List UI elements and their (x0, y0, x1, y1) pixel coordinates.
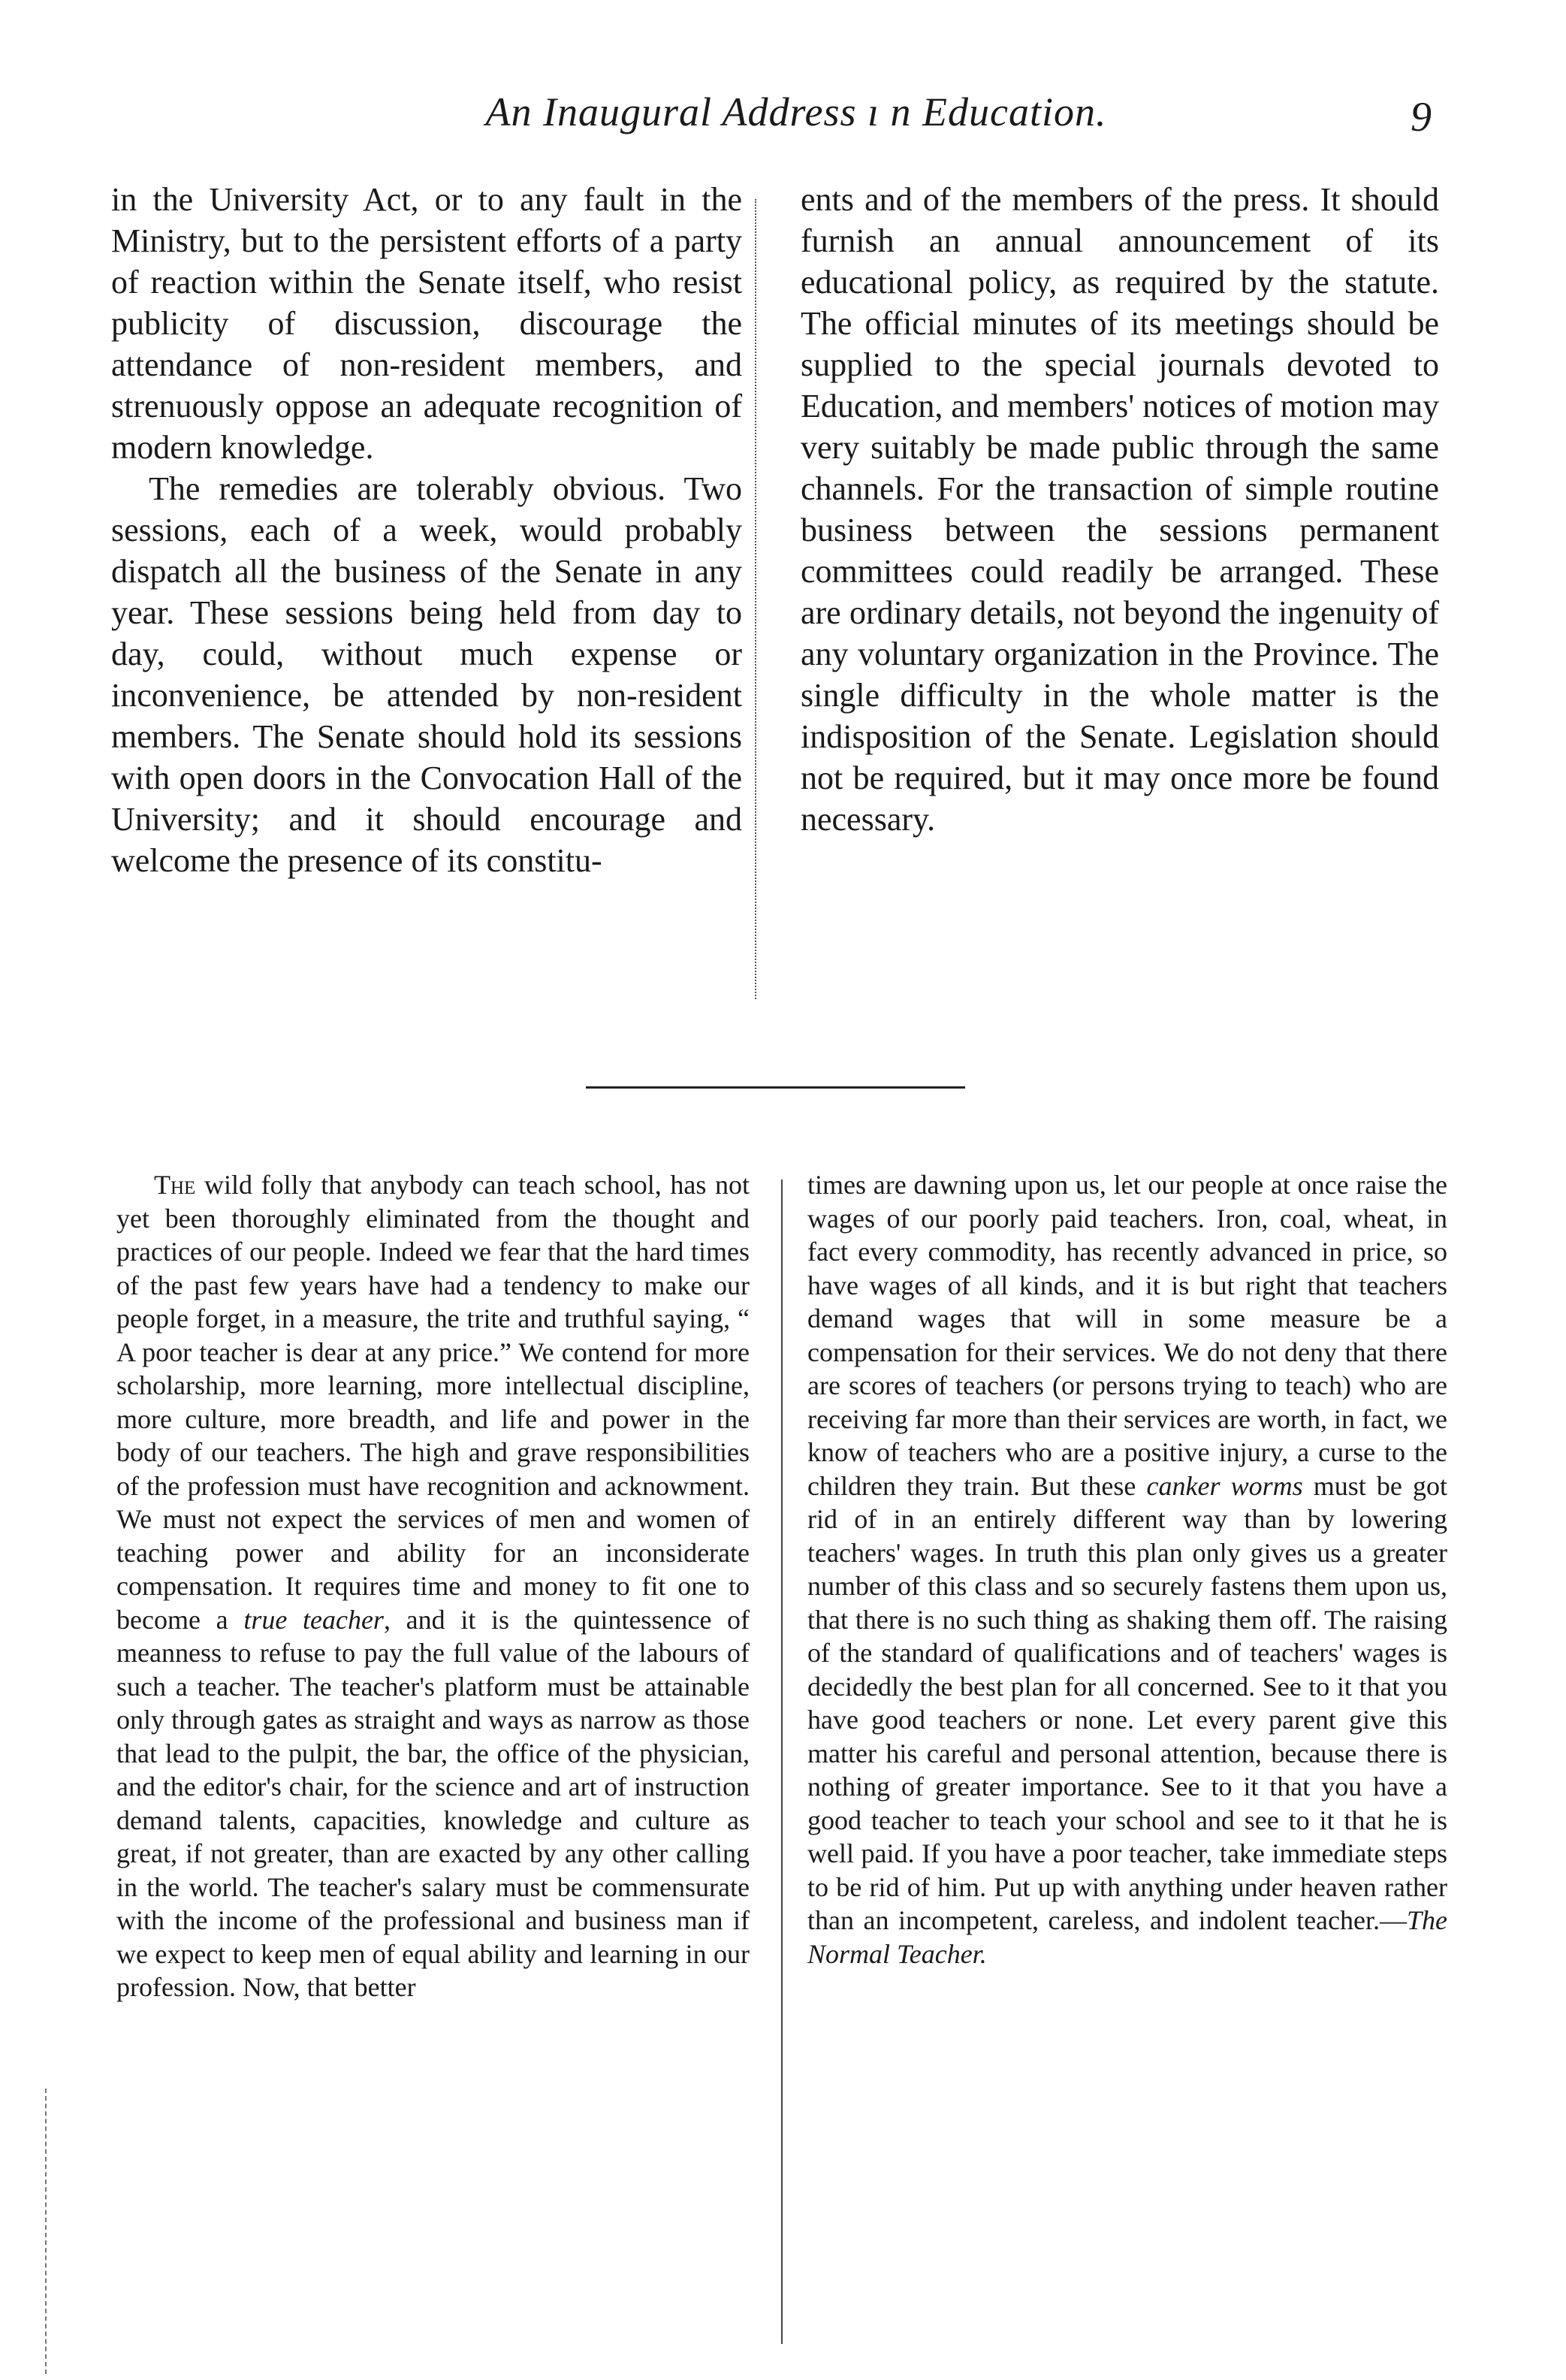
paragraph: The remedies are tolerably obvious. Two sessions, each of a week, would probably dispatch all the business of the Senate in any year. These sessions being held from day to day, could, without much expense or inconvenience, be attended by non-resident members. The Senate should hold its sessions with open doors in the Convocation Hall of the University; and it should encourage and welcome the presence of its constitu- (111, 470, 742, 879)
text-run: times are dawning upon us, let our people at once raise the wages of our poorly paid teachers. Iron, coal, wheat, in fact every commodity, has recently advanced in price, so have wages of all kinds, and it is but right that teachers demand wages that will in some measure be a compensation for their services. We do not deny that there are scores of teachers (or persons trying to teach) who are receiving far more than their services are worth, in fact, we know of teachers who are a positive injury, a curse to the children they train. But these (807, 1170, 1447, 1501)
lower-left-column (116, 1168, 750, 2004)
paragraph (807, 1168, 1447, 1971)
text-run: , and it is the quintessence of meanness to refuse to pay the full value of the labours of such a teacher. The teacher's platform must be attainable only through gates as straight and ways as narrow as those that lead to the pulpit, the bar, the office of the physician, and the editor's chair, for the science and art of instruction demand talents, capacities, knowledge and culture as great, if not greater, than are exacted by any other calling in the world. The teacher's salary must be commensurate with the income of the professional and business man if we expect to keep men of equal ability and learning in our profession. Now, that better (116, 1604, 750, 2002)
column-divider (781, 1179, 783, 2344)
column-divider (755, 199, 756, 999)
italic-text: canker worms (1146, 1470, 1303, 1501)
upper-right-column (801, 179, 1439, 840)
lower-right-column (807, 1168, 1447, 1971)
paragraph (116, 1168, 750, 2004)
paragraph: in the University Act, or to any fault in the Ministry, but to the persistent efforts of a party of reaction within the Senate itself, who resist publicity of discussion, discourage the attendance of non-resident members, and strenuously oppose an adequate recognition of modern knowledge. (111, 181, 742, 466)
source-attribution: The Normal Teacher. (807, 1905, 1447, 1969)
section-separator-rule (586, 1086, 965, 1089)
binding-edge-marks (45, 2089, 62, 2374)
text-run: must be got rid of in an entirely different way than by lowering teachers' wages. In truth this plan only gives us a greater number of this class and so securely fastens them upon us, that there is no such thing as shaking them off. The raising of the standard of qualifications and of teachers' wages is decidedly the best plan for all concerned. See to it that you have good teachers or none. Let every parent give this matter his careful and personal attention, because there is nothing of greater importance. See to it that you have a good teacher to teach your school and see to it that he is well paid. If you have a poor teacher, take immediate steps to be rid of him. Put up with anything under heaven rather than an incompetent, careless, and indolent teacher.— (807, 1470, 1447, 1935)
upper-left-column (111, 179, 742, 881)
drop-word: The (154, 1170, 196, 1200)
paragraph: ents and of the members of the press. It should furnish an annual announcement of its educational policy, as required by the statute. The official minutes of its meetings should be supplied to the special journals devoted to Education, and members' notices of motion may very suitably be made public through the same channels. For the transaction of simple routine business between the sessions permanent committees could readily be arranged. These are ordinary details, not beyond the ingenuity of any voluntary organization in the Province. The single difficulty in the whole matter is the indisposition of the Senate. Legislation should not be required, but it may once more be found necessary. (801, 181, 1439, 838)
running-title: An Inaugural Address ı n Education. (485, 89, 1107, 134)
page-number: 9 (1411, 94, 1432, 140)
text-run: wild folly that anybody can teach school, has not yet been thoroughly eliminated from the thought and practices of our people. Indeed we fear that the hard times of the past few years have had a tendency to make our people forget, in a measure, the trite and truthful saying, “ A poor teacher is dear at any price.” We contend for more scholarship, more learning, more intellectual discipline, more culture, more breadth, and life and power in the body of our teachers. The high and grave responsibilities of the profession must have recognition and acknowment. We must not expect the services of men and women of teaching power and ability for an inconsiderate compensation. It requires time and money to fit one to become a (116, 1170, 750, 1635)
italic-text: true teacher (243, 1604, 384, 1635)
